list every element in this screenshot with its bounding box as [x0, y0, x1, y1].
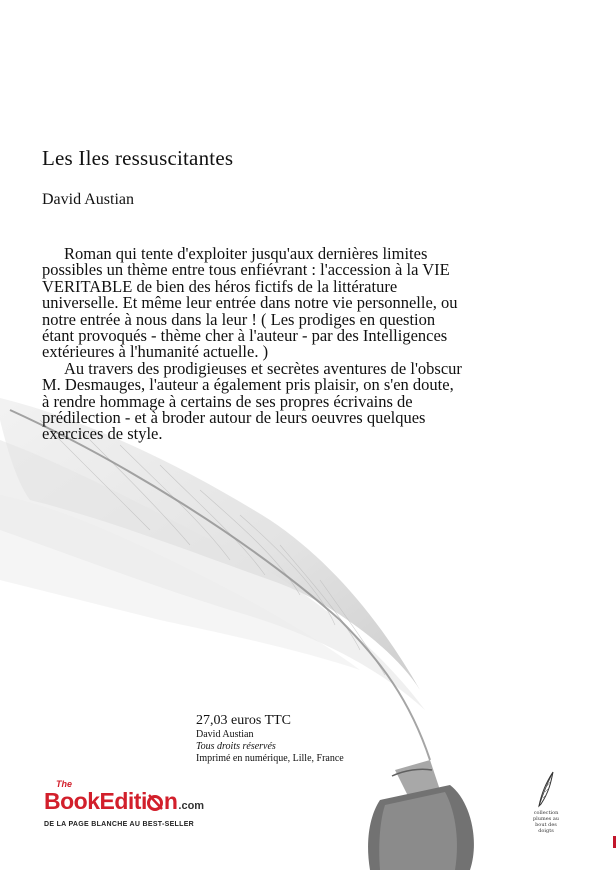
price: 27,03 euros TTC	[196, 713, 292, 728]
collection-line: collection	[533, 810, 559, 816]
collection-badge	[524, 770, 568, 834]
imprint-block	[196, 713, 344, 765]
blurb-paragraph: Au travers des prodigieuses et secrètes aventures de l'obscur M. Desmauges, l'auteur a également pris plaisir, on s'en doute, à rendre hommage à certains de ses propres écrivains de prédilection - et à broder autour de leurs oeuvres quelques exercices de style.	[42, 358, 462, 444]
logo-name-part2: n	[163, 788, 178, 814]
book-title: Les Iles ressuscitantes	[42, 146, 234, 170]
book-author: David Austian	[42, 191, 134, 208]
imprint-author: David Austian	[196, 729, 254, 740]
publisher-logo	[44, 780, 254, 828]
feather-icon	[535, 770, 557, 808]
logo-dotcom: .com	[178, 800, 205, 812]
book-blurb	[42, 246, 462, 443]
imprint-printed: Imprimé en numérique, Lille, France	[196, 753, 344, 764]
logo-tagline: DE LA PAGE BLANCHE AU BEST-SELLER	[44, 821, 195, 828]
collection-line: doigts	[538, 828, 554, 834]
logo-name-part1: BookEditi	[44, 788, 147, 814]
collection-line: bout des	[535, 822, 557, 828]
logo-the: The	[56, 779, 73, 789]
collection-line: plumes au	[532, 816, 560, 822]
logo-o-icon	[147, 793, 164, 811]
imprint-rights: Tous droits réservés	[196, 741, 276, 752]
logo-wordmark	[44, 789, 254, 818]
blurb-paragraph: Roman qui tente d'exploiter jusqu'aux dernières limites possibles un thème entre tous enfiévrant : l'accession à la VIE VERITABLE de bien des héros fictifs de la littérature universelle. Et même leur entrée dans notre vie personnelle, ou notre entrée à nous dans la leur ! ( Les prodiges en question étant provoqués - thème cher à l'auteur - par des Intelligences extérieures à l'humanité actuelle. )	[42, 244, 458, 362]
